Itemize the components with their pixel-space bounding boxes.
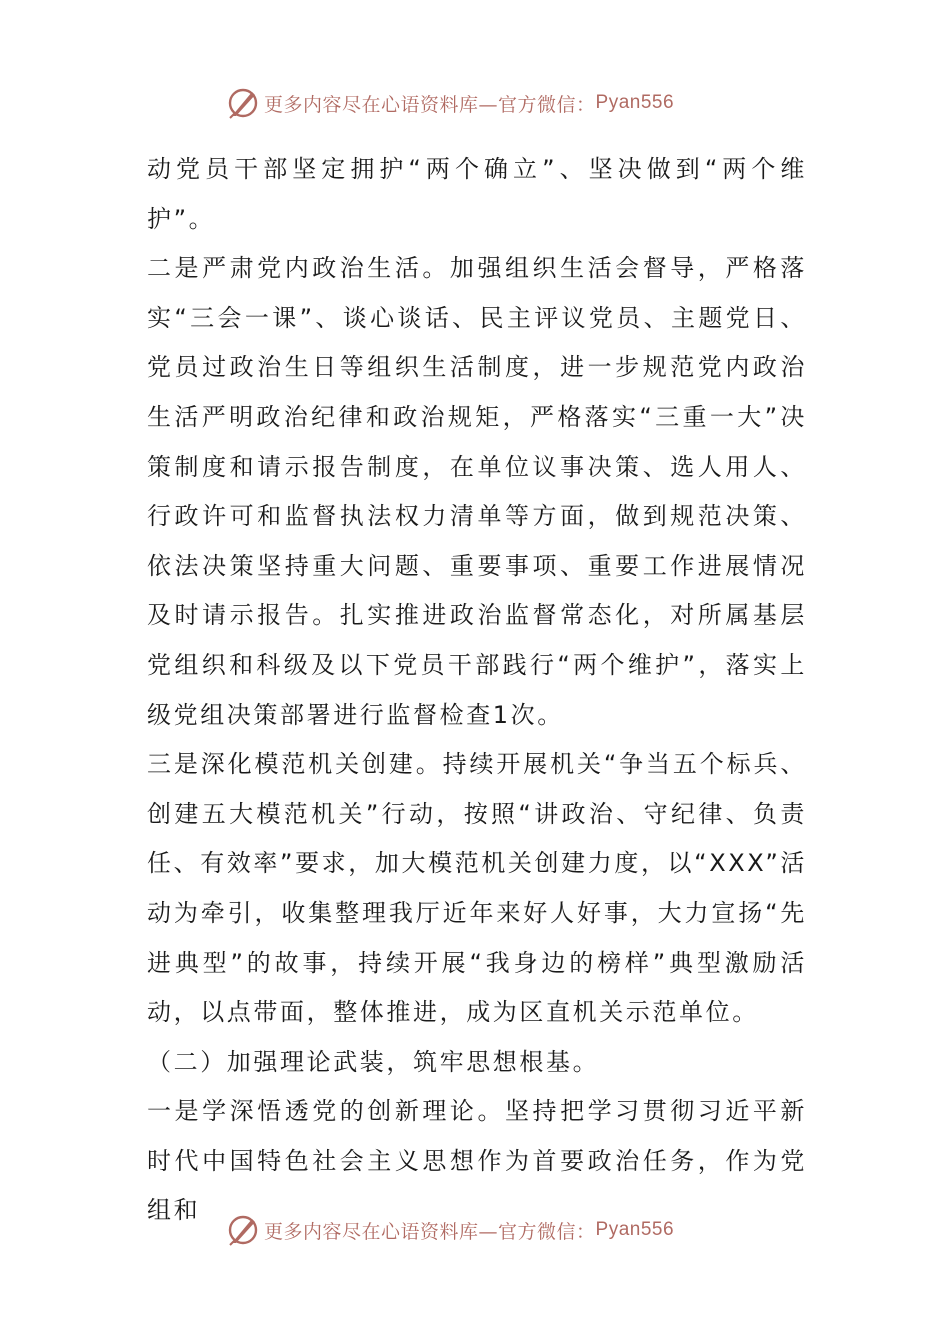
paragraph: 三是深化模范机关创建。持续开展机关“争当五个标兵、创建五大模范机关”行动，按照“讲政治、守纪律、负责任、有效率”要求，加大模范机关创建力度，以“XXX”活动为牵引，收集整理我厅近年来好人好事，大力宣扬“先进典型”的故事，持续开展“我身边的榜样”典型激励活动，以点带面，整体推进，成为区直机关示范单位。 xyxy=(147,750,807,1027)
watermark-wechat-id: Pyan556 xyxy=(595,1219,675,1240)
paragraph: 二是严肃党内政治生活。加强组织生活会督导，严格落实“三会一课”、谈心谈话、民主评议党员、主题党日、党员过政治生日等组织生活制度，进一步规范党内政治生活严明政治纪律和政治规矩，严格落实“三重一大”决策制度和请示报告制度，在单位议事决策、选人用人、行政许可和监督执法权力清单等方面，做到规范决策、依法决策坚持重大问题、重要事项、重要工作进展情况及时请示报告。扎实推进政治监督常态化，对所属基层党组织和科级及以下党员干部践行“两个维护”，落实上级党组决策部署进行监督检查1次。 xyxy=(147,254,807,729)
header-watermark xyxy=(226,83,674,123)
quill-pen-logo-icon xyxy=(226,86,260,120)
watermark-text: 更多内容尽在心语资料库—官方微信： xyxy=(264,93,596,116)
quill-pen-logo-icon xyxy=(226,1213,260,1247)
section-heading: （二）加强理论武装，筑牢思想根基。 xyxy=(147,1047,600,1076)
paragraph: 动党员干部坚定拥护“两个确立”、坚决做到“两个维护”。 xyxy=(147,155,807,233)
watermark-text: 更多内容尽在心语资料库—官方微信： xyxy=(264,1220,596,1243)
watermark-wechat-id: Pyan556 xyxy=(595,92,675,113)
paragraph: 一是学深悟透党的创新理论。坚持把学习贯彻习近平新时代中国特色社会主义思想作为首要政治任务，作为党组和 xyxy=(147,1097,807,1225)
document-body xyxy=(147,145,807,1236)
footer-watermark xyxy=(226,1210,674,1250)
